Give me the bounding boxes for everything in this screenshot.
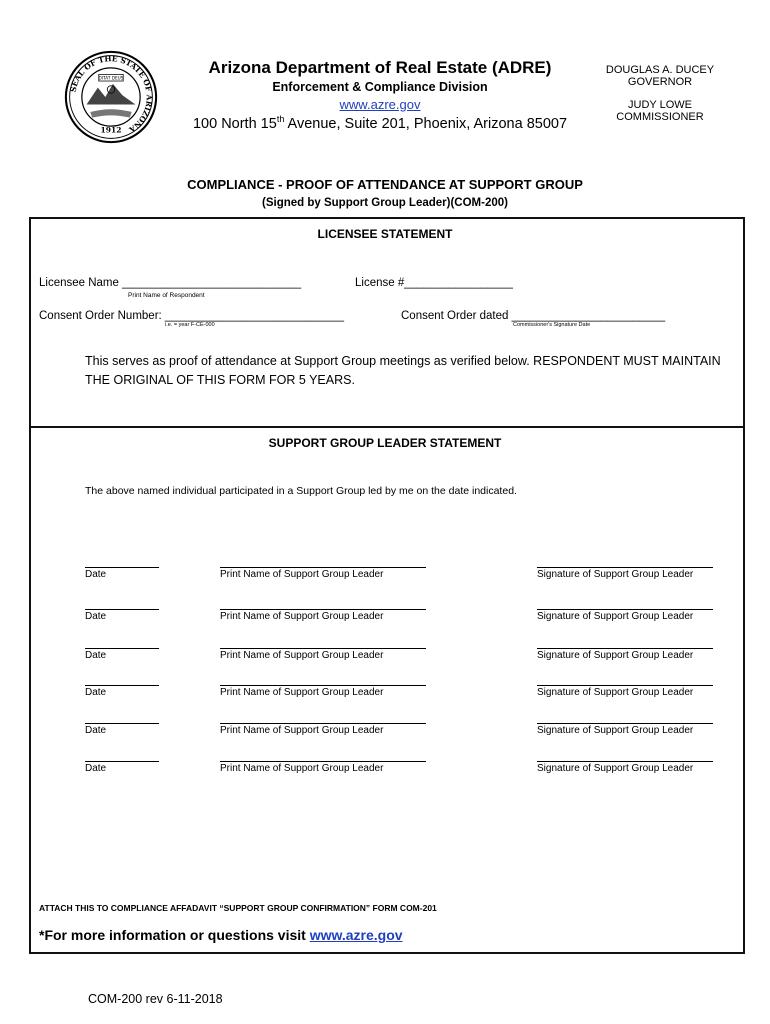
leader-signature-line[interactable]: [537, 609, 713, 610]
agency-address: 100 North 15th Avenue, Suite 201, Phoenix, Arizona 85007: [192, 114, 568, 132]
consent-order-dated-hint: Commissioner's Signature Date: [513, 322, 591, 328]
licensee-statement-heading: LICENSEE STATEMENT: [317, 227, 453, 241]
leader-signature-label: Signature of Support Group Leader: [537, 611, 694, 622]
more-info-link[interactable]: www.azre.gov: [309, 927, 403, 943]
agency-title: Arizona Department of Real Estate (ADRE): [208, 58, 552, 77]
licensee-name-field[interactable]: Licensee Name ____________________________: [39, 277, 302, 289]
license-number-field[interactable]: License #_________________: [355, 277, 513, 289]
date-label: Date: [85, 725, 107, 736]
date-line[interactable]: [85, 723, 159, 724]
leader-name-line[interactable]: [220, 567, 426, 568]
leader-signature-label: Signature of Support Group Leader: [537, 725, 694, 736]
date-label: Date: [85, 569, 107, 580]
leader-name-line[interactable]: [220, 685, 426, 686]
date-label: Date: [85, 687, 107, 698]
date-label: Date: [85, 763, 107, 774]
seal-ring-text: SEAL OF THE STATE OF ARIZONA: [68, 54, 154, 135]
leader-signature-label: Signature of Support Group Leader: [537, 687, 694, 698]
commissioner-title: COMMISSIONER: [616, 111, 704, 123]
leader-name-label: Print Name of Support Group Leader: [220, 650, 384, 661]
leader-name-line[interactable]: [220, 648, 426, 649]
date-label: Date: [85, 611, 107, 622]
seal-year: 1912: [100, 125, 122, 135]
leader-name-label: Print Name of Support Group Leader: [220, 687, 384, 698]
leader-signature-label: Signature of Support Group Leader: [537, 569, 694, 580]
leader-name-label: Print Name of Support Group Leader: [220, 763, 384, 774]
leader-name-label: Print Name of Support Group Leader: [220, 725, 384, 736]
form-revision-footer: COM-200 rev 6-11-2018: [88, 992, 223, 1006]
leader-signature-line[interactable]: [537, 723, 713, 724]
date-line[interactable]: [85, 567, 159, 568]
consent-order-number-hint: i.e. = year F-CE-000: [165, 322, 215, 328]
leader-signature-label: Signature of Support Group Leader: [537, 650, 694, 661]
division-name: Enforcement & Compliance Division: [272, 80, 488, 94]
licensee-name-hint: Print Name of Respondent: [128, 292, 205, 299]
arizona-state-seal: [64, 50, 158, 144]
leader-signature-line[interactable]: [537, 761, 713, 762]
attach-note: ATTACH THIS TO COMPLIANCE AFFADAVIT “SUPPORT GROUP CONFIRMATION” FORM COM-201: [39, 903, 437, 913]
licensee-statement-box: [29, 217, 745, 428]
date-line[interactable]: [85, 685, 159, 686]
leader-signature-line[interactable]: [537, 567, 713, 568]
leader-statement-text: The above named individual participated in a Support Group led by me on the date indicated.: [85, 485, 517, 497]
governor-name: DOUGLAS A. DUCEY: [605, 64, 715, 76]
form-subtitle: (Signed by Support Group Leader)(COM-200): [262, 197, 508, 209]
commissioner-name: JUDY LOWE: [628, 99, 692, 111]
leader-signature-line[interactable]: [537, 685, 713, 686]
leader-name-line[interactable]: [220, 761, 426, 762]
date-line[interactable]: [85, 761, 159, 762]
licensee-statement-text: This serves as proof of attendance at Support Group meetings as verified below. RESPONDENT MUST MAINTAIN THE ORIGINAL OF THIS FORM FOR 5 YEARS.: [85, 354, 721, 387]
form-title: COMPLIANCE - PROOF OF ATTENDANCE AT SUPPORT GROUP: [187, 177, 583, 192]
leader-name-line[interactable]: [220, 609, 426, 610]
agency-website-link[interactable]: www.azre.gov: [339, 97, 421, 112]
date-line[interactable]: [85, 648, 159, 649]
leader-statement-heading: SUPPORT GROUP LEADER STATEMENT: [268, 436, 502, 450]
governor-title: GOVERNOR: [627, 76, 693, 88]
seal-motto: DITAT DEUS: [98, 75, 124, 81]
leader-name-label: Print Name of Support Group Leader: [220, 569, 384, 580]
consent-order-number-field[interactable]: Consent Order Number: ____________________________: [39, 310, 344, 322]
date-line[interactable]: [85, 609, 159, 610]
leader-signature-label: Signature of Support Group Leader: [537, 763, 694, 774]
leader-name-label: Print Name of Support Group Leader: [220, 611, 384, 622]
leader-signature-line[interactable]: [537, 648, 713, 649]
more-info-line: *For more information or questions visit www.azre.gov: [39, 927, 403, 943]
leader-name-line[interactable]: [220, 723, 426, 724]
date-label: Date: [85, 650, 107, 661]
consent-order-dated-field[interactable]: Consent Order dated ________________________: [401, 310, 666, 322]
